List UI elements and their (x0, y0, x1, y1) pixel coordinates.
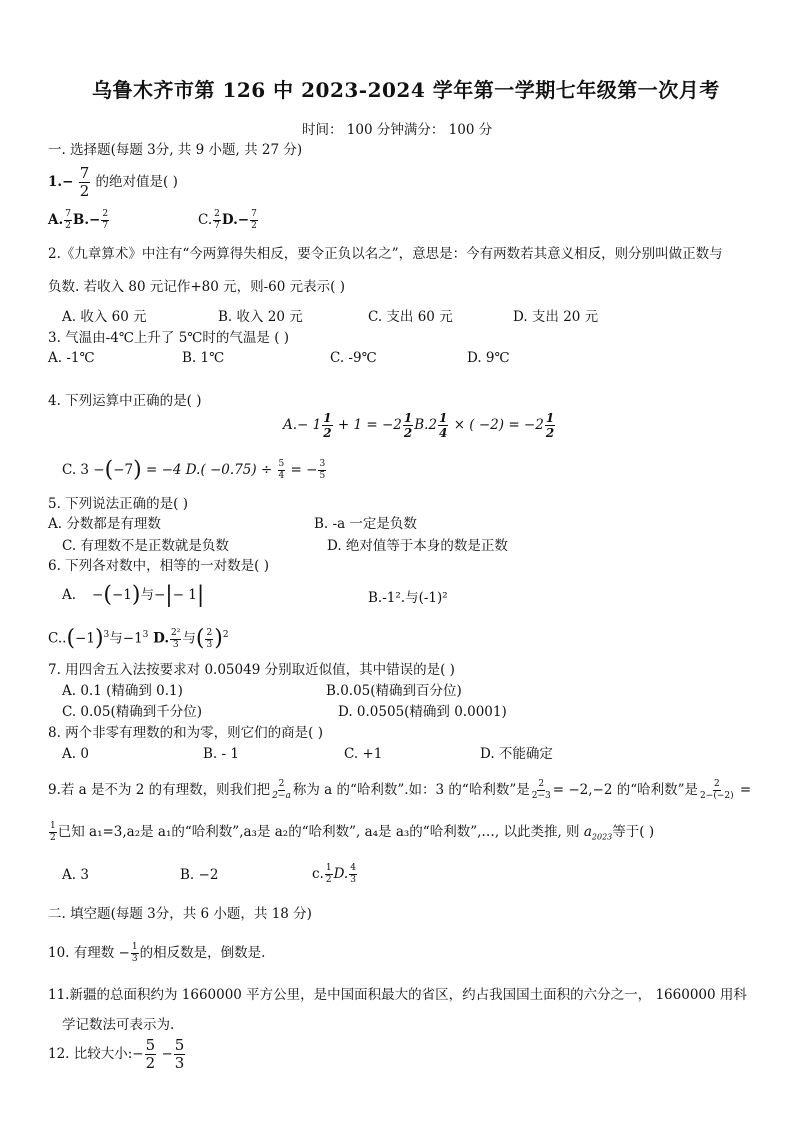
q7-option-c: C. 0.05(精确到千分位) (62, 704, 203, 720)
q7-option-a: A. 0.1 (精确到 0.1) (62, 683, 183, 699)
q7-option-b: B.0.05(精确到百分位) (326, 683, 462, 699)
q9-option-a: A. 3 (62, 867, 89, 883)
question-12: 12. 比较大小:− $\frac{5}{2}$ − $\frac{5}{3}$ (48, 1036, 185, 1072)
q1-fraction: $\frac{7}{2}$ (79, 164, 90, 200)
q5-option-c: C. 有理数不是正数就是负数 (62, 538, 229, 554)
q6-options-cd: $C..(-1)^3$与$-1^3$ D. $\frac{\text{2²}}{3}$ 与( $\frac{2}{3}$ )$^2$ (48, 626, 229, 651)
q1-options-ab: A. $\frac{7}{2}$ B.− $\frac{2}{7}$ (48, 209, 109, 231)
q2-option-c: C. 支出 60 元 (368, 309, 453, 325)
q11-line1: 11.新疆的总面积约为 1660000 平方公里，是中国面积最大的省区，约占我国国土面积的六分之一， 1660000 用科 (48, 987, 747, 1003)
q3-option-a: A. -1℃ (48, 350, 95, 366)
q5-stem: 5. 下列说法正确的是( ) (48, 496, 188, 512)
q3-stem: 3. 气温由-4℃上升了 5℃时的气温是 ( ) (48, 330, 290, 346)
q4-stem: 4. 下列运算中正确的是( ) (48, 393, 202, 409)
q4-options-cd: C. 3 −(−7) = −4 D.( −0.75) ÷ $\frac{5}{4}$ = − $\frac{3}{5}$ (62, 457, 326, 483)
section-1-heading: 一. 选择题(每题 3分, 共 9 小题, 共 27 分) (48, 142, 303, 158)
q9-line1: 9.若 a 是不为 2 的有理数，则我们把 $\frac{2}{2-a}$ 称为 a 的“哈利数”.如：3 的“哈利数”是 $\frac{2}{2-3}$ = −2,−2 的“哈利数”是 $\frac{2}{2-(-2)}$ = (48, 779, 752, 801)
q7-option-d: D. 0.0505(精确到 0.0001) (338, 704, 507, 720)
q5-option-a: A. 分数都是有理数 (48, 516, 161, 532)
q4-options-ab: A.− 1 $\frac{1}{2}$ + 1 = −2 $\frac{1}{2}$ B.2 $\frac{1}{4}$ × ( −2) = −2 $\frac{1}{2}$ (283, 411, 555, 440)
q7-stem: 7. 用四舍五入法按要求对 0.05049 分别取近似值，其中错误的是( ) (48, 662, 455, 678)
q2-line1: 2.《九章算术》中注有“今两算得失相反，要令正负以名之”，意思是：今有两数若其意义相反，则分别叫做正数与 (48, 246, 723, 262)
section-2-heading: 二. 填空题(每题 3分，共 6 小题，共 18 分) (48, 906, 312, 922)
exam-title: 乌鲁木齐市第 126 中 2023-2024 学年第一学期七年级第一次月考 (92, 78, 720, 102)
q6-option-a: A. −(−1)与−|− 1| (62, 582, 205, 608)
q5-option-b: B. -a 一定是负数 (314, 516, 417, 532)
q2-option-d: D. 支出 20 元 (513, 309, 599, 325)
q3-option-b: B. 1℃ (182, 350, 225, 366)
q9-option-b: B. −2 (180, 867, 219, 883)
q6-option-b: B.-1².与(-1)² (368, 590, 448, 606)
q1-options-cd: C. $\frac{2}{7}$ D.− $\frac{7}{2}$ (198, 209, 257, 231)
question-10: 10. 有理数 − $\frac{1}{3}$ 的相反数是，倒数是. (48, 942, 266, 964)
q9-options-cd: c. $\frac{1}{2}$ D. $\frac{4}{3}$ (312, 863, 356, 885)
q6-stem: 6. 下列各对数中，相等的一对数是( ) (48, 558, 269, 574)
q8-option-d: D. 不能确定 (480, 746, 553, 762)
q2-line2: 负数. 若收入 80 元记作+80 元，则-60 元表示( ) (48, 279, 345, 295)
question-1 (48, 166, 178, 199)
exam-info: 时间： 100 分钟满分： 100 分 (302, 122, 493, 138)
q2-option-b: B. 收入 20 元 (218, 309, 303, 325)
q5-option-d: D. 绝对值等于本身的数是正数 (327, 538, 508, 554)
q3-option-d: D. 9℃ (467, 350, 510, 366)
q2-option-a: A. 收入 60 元 (62, 309, 147, 325)
q8-option-c: C. +1 (344, 746, 383, 762)
q11-line2: 学记数法可表示为. (62, 1017, 175, 1033)
q8-option-b: B. - 1 (203, 746, 239, 762)
q8-option-a: A. 0 (62, 746, 89, 762)
q1-prefix: 1.− (48, 174, 74, 190)
q1-suffix: 的绝对值是( ) (95, 174, 178, 190)
q3-option-c: C. -9℃ (330, 350, 377, 366)
q8-stem: 8. 两个非零有理数的和为零，则它们的商是( ) (48, 725, 323, 741)
q9-line2: $\frac{1}{2}$ 已知 a₁=3,a₂是 a₁的“哈利数”,a₃是 a₂的“哈利数”, a₄是 a₃的“哈利数”,…, 以此类推, 则 $a_{2023}$等于( ) (50, 821, 655, 843)
